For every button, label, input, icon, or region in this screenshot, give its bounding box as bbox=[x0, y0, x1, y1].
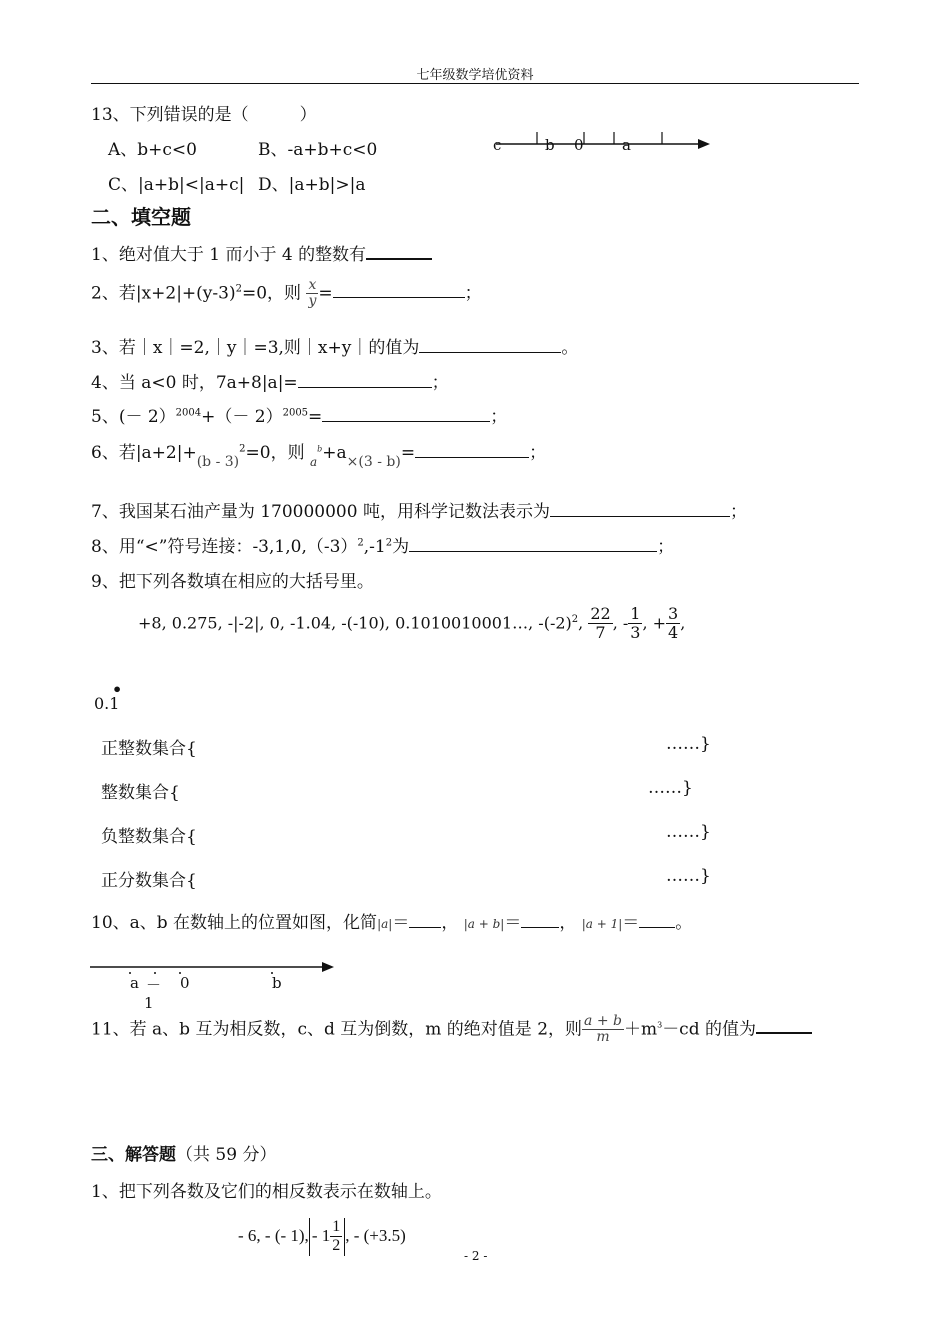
fill-q5-sup1: 2004 bbox=[175, 407, 202, 419]
fill-q10-abs-a: |a| bbox=[377, 917, 393, 931]
fill-q6-mid: =0，则 bbox=[245, 443, 305, 463]
q10-axis-label-a: a bbox=[130, 974, 139, 992]
q10-axis-label-b: b bbox=[272, 974, 282, 992]
fill-q11-post: －cd 的值为 bbox=[662, 1019, 756, 1040]
fill-q2-sup: 2 bbox=[235, 283, 242, 295]
fill-q9-nums: +8, 0.275, -|-2|, 0, -1.04, -(-10), 0.1010010001…, -(-2) bbox=[138, 613, 572, 633]
page-header-title: 七年级数学培优资料 bbox=[416, 68, 534, 83]
fill-q2-frac-num: x bbox=[308, 277, 317, 293]
fill-q9-frac2-num: 1 bbox=[630, 604, 641, 623]
fill-q2-frac-den: y bbox=[308, 293, 317, 310]
fill-q6-paren: (b - 3) bbox=[196, 454, 240, 470]
section-3-title: 三、解答题 bbox=[91, 1145, 176, 1165]
fill-q6-pre: 6、若|a+2|+ bbox=[91, 443, 197, 463]
fill-q1-text: 1、绝对值大于 1 而小于 4 的整数有 bbox=[91, 245, 367, 265]
fill-q9-frac-1-3 bbox=[628, 605, 642, 643]
q10-axis-label-minus: － bbox=[146, 976, 162, 994]
fill-q9-numbers bbox=[138, 605, 685, 643]
fill-q10-blank1 bbox=[409, 911, 441, 928]
fill-q3-text: 3、若｜x｜=2,｜y｜=3,则｜x+y｜的值为 bbox=[91, 338, 420, 358]
fill-q10 bbox=[91, 908, 692, 933]
fill-q9-frac2-den: 3 bbox=[630, 623, 641, 643]
solve-q1: 1、把下列各数及它们的相反数表示在数轴上。 bbox=[91, 1182, 442, 1202]
q13-option-d: D、|a+b|>|a bbox=[258, 175, 366, 195]
q10-axis-label-one: 1 bbox=[144, 994, 154, 1012]
fill-q3 bbox=[91, 333, 578, 358]
set-integers-end: ……} bbox=[648, 778, 693, 798]
fill-q9-comma: , bbox=[578, 613, 584, 633]
set-positive-fractions-label: 正分数集合{ bbox=[101, 871, 197, 891]
fill-q10-eq2: ＝ bbox=[504, 913, 522, 933]
fill-q4-end: ； bbox=[431, 373, 449, 393]
fill-q9-frac3-den: 4 bbox=[668, 623, 679, 643]
solve-q1-frac bbox=[330, 1218, 342, 1256]
fill-q7 bbox=[91, 497, 747, 522]
fill-q8-post: 为 bbox=[392, 537, 410, 557]
fill-q10-end: 。 bbox=[675, 913, 693, 933]
fill-q9-frac3-num: 3 bbox=[668, 604, 679, 623]
set-integers-label: 整数集合{ bbox=[101, 783, 180, 803]
fill-q2-mid: =0，则 bbox=[241, 283, 302, 304]
q13-option-c: C、|a+b|<|a+c| bbox=[108, 175, 245, 195]
q13-axis-label-b: b bbox=[545, 136, 555, 154]
fill-q5-blank bbox=[322, 405, 490, 422]
set-positive-integers-end: ……} bbox=[666, 734, 711, 754]
section-3-heading bbox=[91, 1140, 276, 1165]
fill-q7-text: 7、我国某石油产量为 170000000 吨，用科学记数法表示为 bbox=[91, 502, 550, 522]
fill-q6-eq: = bbox=[400, 443, 416, 463]
fill-q4 bbox=[91, 368, 449, 393]
fill-q6-end: ； bbox=[529, 443, 547, 463]
fill-q5-b: +（－ 2） bbox=[201, 407, 283, 427]
fill-q10-blank3 bbox=[639, 911, 675, 928]
fill-q5-c: = bbox=[308, 407, 323, 427]
set-negative-integers-label: 负整数集合{ bbox=[101, 827, 197, 847]
solve-q1-abs-inner: - 1 bbox=[311, 1225, 331, 1245]
fill-q2-fraction bbox=[306, 278, 318, 310]
fill-q11-mid: ＋m bbox=[623, 1019, 658, 1040]
fill-q1-blank bbox=[366, 242, 432, 260]
fill-q3-blank bbox=[419, 336, 561, 353]
section-3-score: （共 59 分） bbox=[176, 1145, 277, 1165]
q13-option-a: A、b+c<0 bbox=[108, 140, 197, 160]
fill-q8-blank bbox=[409, 535, 657, 552]
fill-q9-frac-22-7 bbox=[588, 605, 612, 643]
fill-q10-pre: 10、a、b 在数轴上的位置如图，化简 bbox=[91, 913, 378, 933]
set-negative-integers-end: ……} bbox=[666, 822, 711, 842]
solve-q1-frac-den: 2 bbox=[332, 1237, 341, 1255]
q13-number-line bbox=[488, 128, 718, 158]
fill-q7-end: ； bbox=[729, 502, 747, 522]
fill-q11-pre: 11、若 a、b 互为相反数，c、d 互为倒数，m 的绝对值是 2，则 bbox=[91, 1019, 583, 1040]
q13-axis-label-a: a bbox=[622, 136, 631, 154]
solve-q1-expr-a: - 6, - (- 1), bbox=[238, 1225, 309, 1245]
section-2-title: 二、填空题 bbox=[91, 205, 191, 229]
fill-q9-tail: , bbox=[680, 613, 686, 633]
fill-q9-sep1: , - bbox=[612, 613, 629, 633]
fill-q10-abs-a-plus-1: |a + 1| bbox=[581, 917, 623, 931]
fill-q8-end: ； bbox=[657, 537, 675, 557]
fill-q11-fraction bbox=[582, 1014, 624, 1046]
fill-q7-blank bbox=[550, 500, 730, 517]
solve-q1-frac-num: 1 bbox=[332, 1218, 341, 1235]
fill-q10-eq3: ＝ bbox=[622, 913, 640, 933]
fill-q9-repeating-decimal: 0.1 bbox=[94, 694, 120, 713]
fill-q8-sup2: 2 bbox=[385, 537, 393, 549]
fill-q9-repeat-dot: • bbox=[112, 680, 123, 699]
fill-q8-pre: 8、用“<”符号连接：-3,1,0,（-3） bbox=[91, 537, 358, 557]
fill-q9-sep2: , + bbox=[642, 613, 667, 633]
fill-q11-frac-num: a + b bbox=[584, 1013, 622, 1029]
fill-q8 bbox=[91, 532, 674, 557]
fill-q5 bbox=[91, 402, 507, 427]
fill-q5-sup2: 2005 bbox=[282, 407, 309, 419]
fill-q10-c1: ， bbox=[441, 913, 459, 933]
fill-q2-post: = bbox=[318, 283, 333, 304]
set-positive-fractions-end: ……} bbox=[666, 866, 711, 886]
fill-q8-mid: ,-1 bbox=[363, 537, 386, 557]
header-rule bbox=[91, 83, 859, 84]
page-number: - 2 - bbox=[464, 1249, 488, 1263]
set-positive-integers-label: 正整数集合{ bbox=[101, 739, 197, 759]
fill-q11-blank bbox=[756, 1016, 812, 1034]
fill-q11-frac-den: m bbox=[582, 1029, 624, 1045]
q13-axis-label-c: c bbox=[493, 136, 502, 154]
q10-number-line bbox=[90, 958, 340, 978]
fill-q9: 9、把下列各数填在相应的大括号里。 bbox=[91, 572, 374, 592]
fill-q2 bbox=[91, 278, 482, 310]
fill-q3-end: 。 bbox=[561, 338, 579, 358]
fill-q2-blank bbox=[333, 281, 465, 298]
fill-q9-frac-3-4 bbox=[666, 605, 680, 643]
fill-q10-abs-a-plus-b: |a + b| bbox=[463, 917, 505, 931]
q10-axis-label-zero: 0 bbox=[180, 974, 190, 992]
q13-option-b: B、-a+b+c<0 bbox=[258, 140, 378, 160]
fill-q8-sup1: 2 bbox=[357, 537, 364, 549]
solve-q1-abs-value bbox=[309, 1218, 345, 1256]
q13-stem: 13、下列错误的是（ ） bbox=[91, 105, 317, 125]
fill-q6-sup: 2 bbox=[239, 443, 246, 455]
fill-q5-a: 5、(－ 2） bbox=[91, 407, 176, 427]
fill-q9-sup: 2 bbox=[571, 614, 579, 626]
fill-q9-frac1-num: 22 bbox=[590, 604, 611, 623]
fill-q10-blank2 bbox=[521, 911, 559, 928]
fill-q4-blank bbox=[298, 371, 432, 388]
solve-q1-expr-b: , - (+3.5) bbox=[345, 1225, 406, 1245]
q13-axis-label-zero: 0 bbox=[574, 136, 584, 154]
fill-q2-pre: 2、若|x+2|+(y-3) bbox=[91, 283, 236, 304]
fill-q10-c2: ， bbox=[559, 913, 577, 933]
fill-q1 bbox=[91, 240, 432, 265]
fill-q6-plus: +a bbox=[322, 443, 347, 463]
fill-q10-eq1: ＝ bbox=[392, 913, 410, 933]
fill-q2-end: ； bbox=[464, 283, 482, 304]
fill-q9-frac1-den: 7 bbox=[588, 623, 612, 642]
fill-q6-blank bbox=[415, 441, 529, 458]
fill-q6 bbox=[91, 438, 547, 470]
fill-q5-end: ； bbox=[490, 407, 508, 427]
fill-q11 bbox=[91, 1014, 812, 1046]
fill-q4-text: 4、当 a<0 时，7a+8|a|= bbox=[91, 373, 298, 393]
fill-q6-times: ×(3 - b) bbox=[346, 454, 401, 470]
fill-q6-power-exp: b bbox=[317, 444, 323, 454]
fill-q6-power-base: a bbox=[310, 455, 318, 469]
solve-q1-expression bbox=[238, 1218, 406, 1256]
fill-q11-sup: 3 bbox=[657, 1020, 663, 1030]
